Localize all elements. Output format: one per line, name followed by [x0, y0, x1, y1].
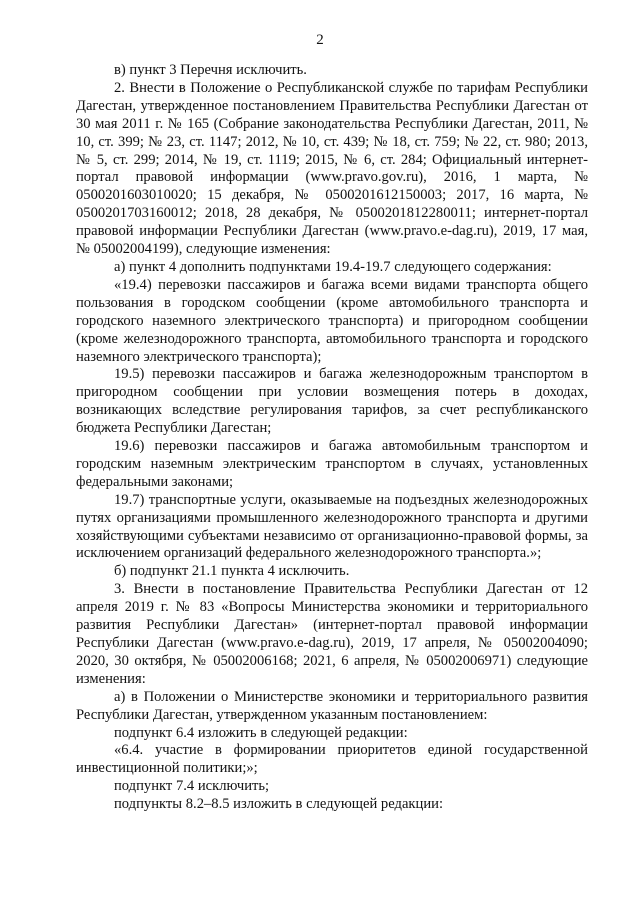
- paragraph-5: 19.5) перевозки пассажиров и багажа железнодорожным транспортом в пригородном сообщении при условии возмещения потерь в доходах, возникающих вследствие регулирования тарифов, за счет республиканского бюджета Республики Дагестан;: [76, 366, 588, 437]
- paragraph-6: 19.6) перевозки пассажиров и багажа автомобильным транспортом и городским наземным электрическим транспортом в случаях, установленных федеральными законами;: [76, 438, 588, 490]
- paragraph-4: «19.4) перевозки пассажиров и багажа всеми видами транспорта общего пользования в городском сообщении (кроме автомобильного транспорта и городского наземного электрического транспорта) и пригородном сообщении (кроме железнодорожного транспорта, автомобильного транспорта и городского наземного электрического транспорта);: [76, 276, 588, 365]
- paragraph-10: а) в Положении о Министерстве экономики и территориального развития Республики Дагестан, утвержденном указанным постановлением:: [76, 688, 588, 723]
- paragraph-1: в) пункт 3 Перечня исключить.: [114, 62, 307, 78]
- paragraph-2: 2. Внести в Положение о Республиканской службе по тарифам Республики Дагестан, утвержденное постановлением Правительства Республики Дагестан от 30 мая 2011 г. № 165 (Собрание законодательства Республики Дагестан, 2011, № 10, ст. 399; № 23, ст. 1147; 2012, № 10, ст. 439; № 18, ст. 759; № 22, ст. 980; 2013, № 5, ст. 299; 2014, № 19, ст. 1119; 2015, № 6, ст. 284; Официальный интернет-портал правовой информации (www.pravo.gov.ru), 2016, 1 марта, № 0500201603010020; 15 декабря, № 0500201612150003; 2017, 16 марта, № 0500201703160012; 2018, 28 декабря, № 0500201812280011; интернет-портал правовой информации Республики Дагестан (www.pravo.e-dag.ru), 2019, 17 мая, № 05002004199), следующие изменения:: [76, 79, 588, 258]
- paragraph-8: б) подпункт 21.1 пункта 4 исключить.: [114, 563, 350, 580]
- paragraph-9: 3. Внести в постановление Правительства Республики Дагестан от 12 апреля 2019 г. № 83 «Вопросы Министерства экономики и территориального развития Республики Дагестан» (интернет-портал правовой информации Республики Дагестан (www.pravo.e-dag.ru), 2019, 17 апреля, № 05002004090; 2020, 30 октября, № 05002006168; 2021, 6 апреля, № 05002006971) следующие изменения:: [76, 581, 588, 687]
- document-body: [76, 62, 588, 814]
- paragraph-11: подпункт 6.4 изложить в следующей редакции:: [114, 724, 408, 741]
- paragraph-7: 19.7) транспортные услуги, оказываемые на подъездных железнодорожных путях организациями промышленного железнодорожного транспорта и другими хозяйствующими субъектами независимо от организационно-правовой формы, за исключением организаций федерального железнодорожного транспорта.»;: [76, 491, 588, 562]
- page-number: 2: [316, 32, 324, 48]
- paragraph-13: подпункт 7.4 исключить;: [114, 778, 270, 795]
- paragraph-3: а) пункт 4 дополнить подпунктами 19.4-19.7 следующего содержания:: [114, 258, 552, 275]
- paragraph-12: «6.4. участие в формировании приоритетов единой государственной инвестиционной политики;»;: [76, 742, 588, 777]
- paragraph-14: подпункты 8.2–8.5 изложить в следующей редакции:: [114, 796, 443, 813]
